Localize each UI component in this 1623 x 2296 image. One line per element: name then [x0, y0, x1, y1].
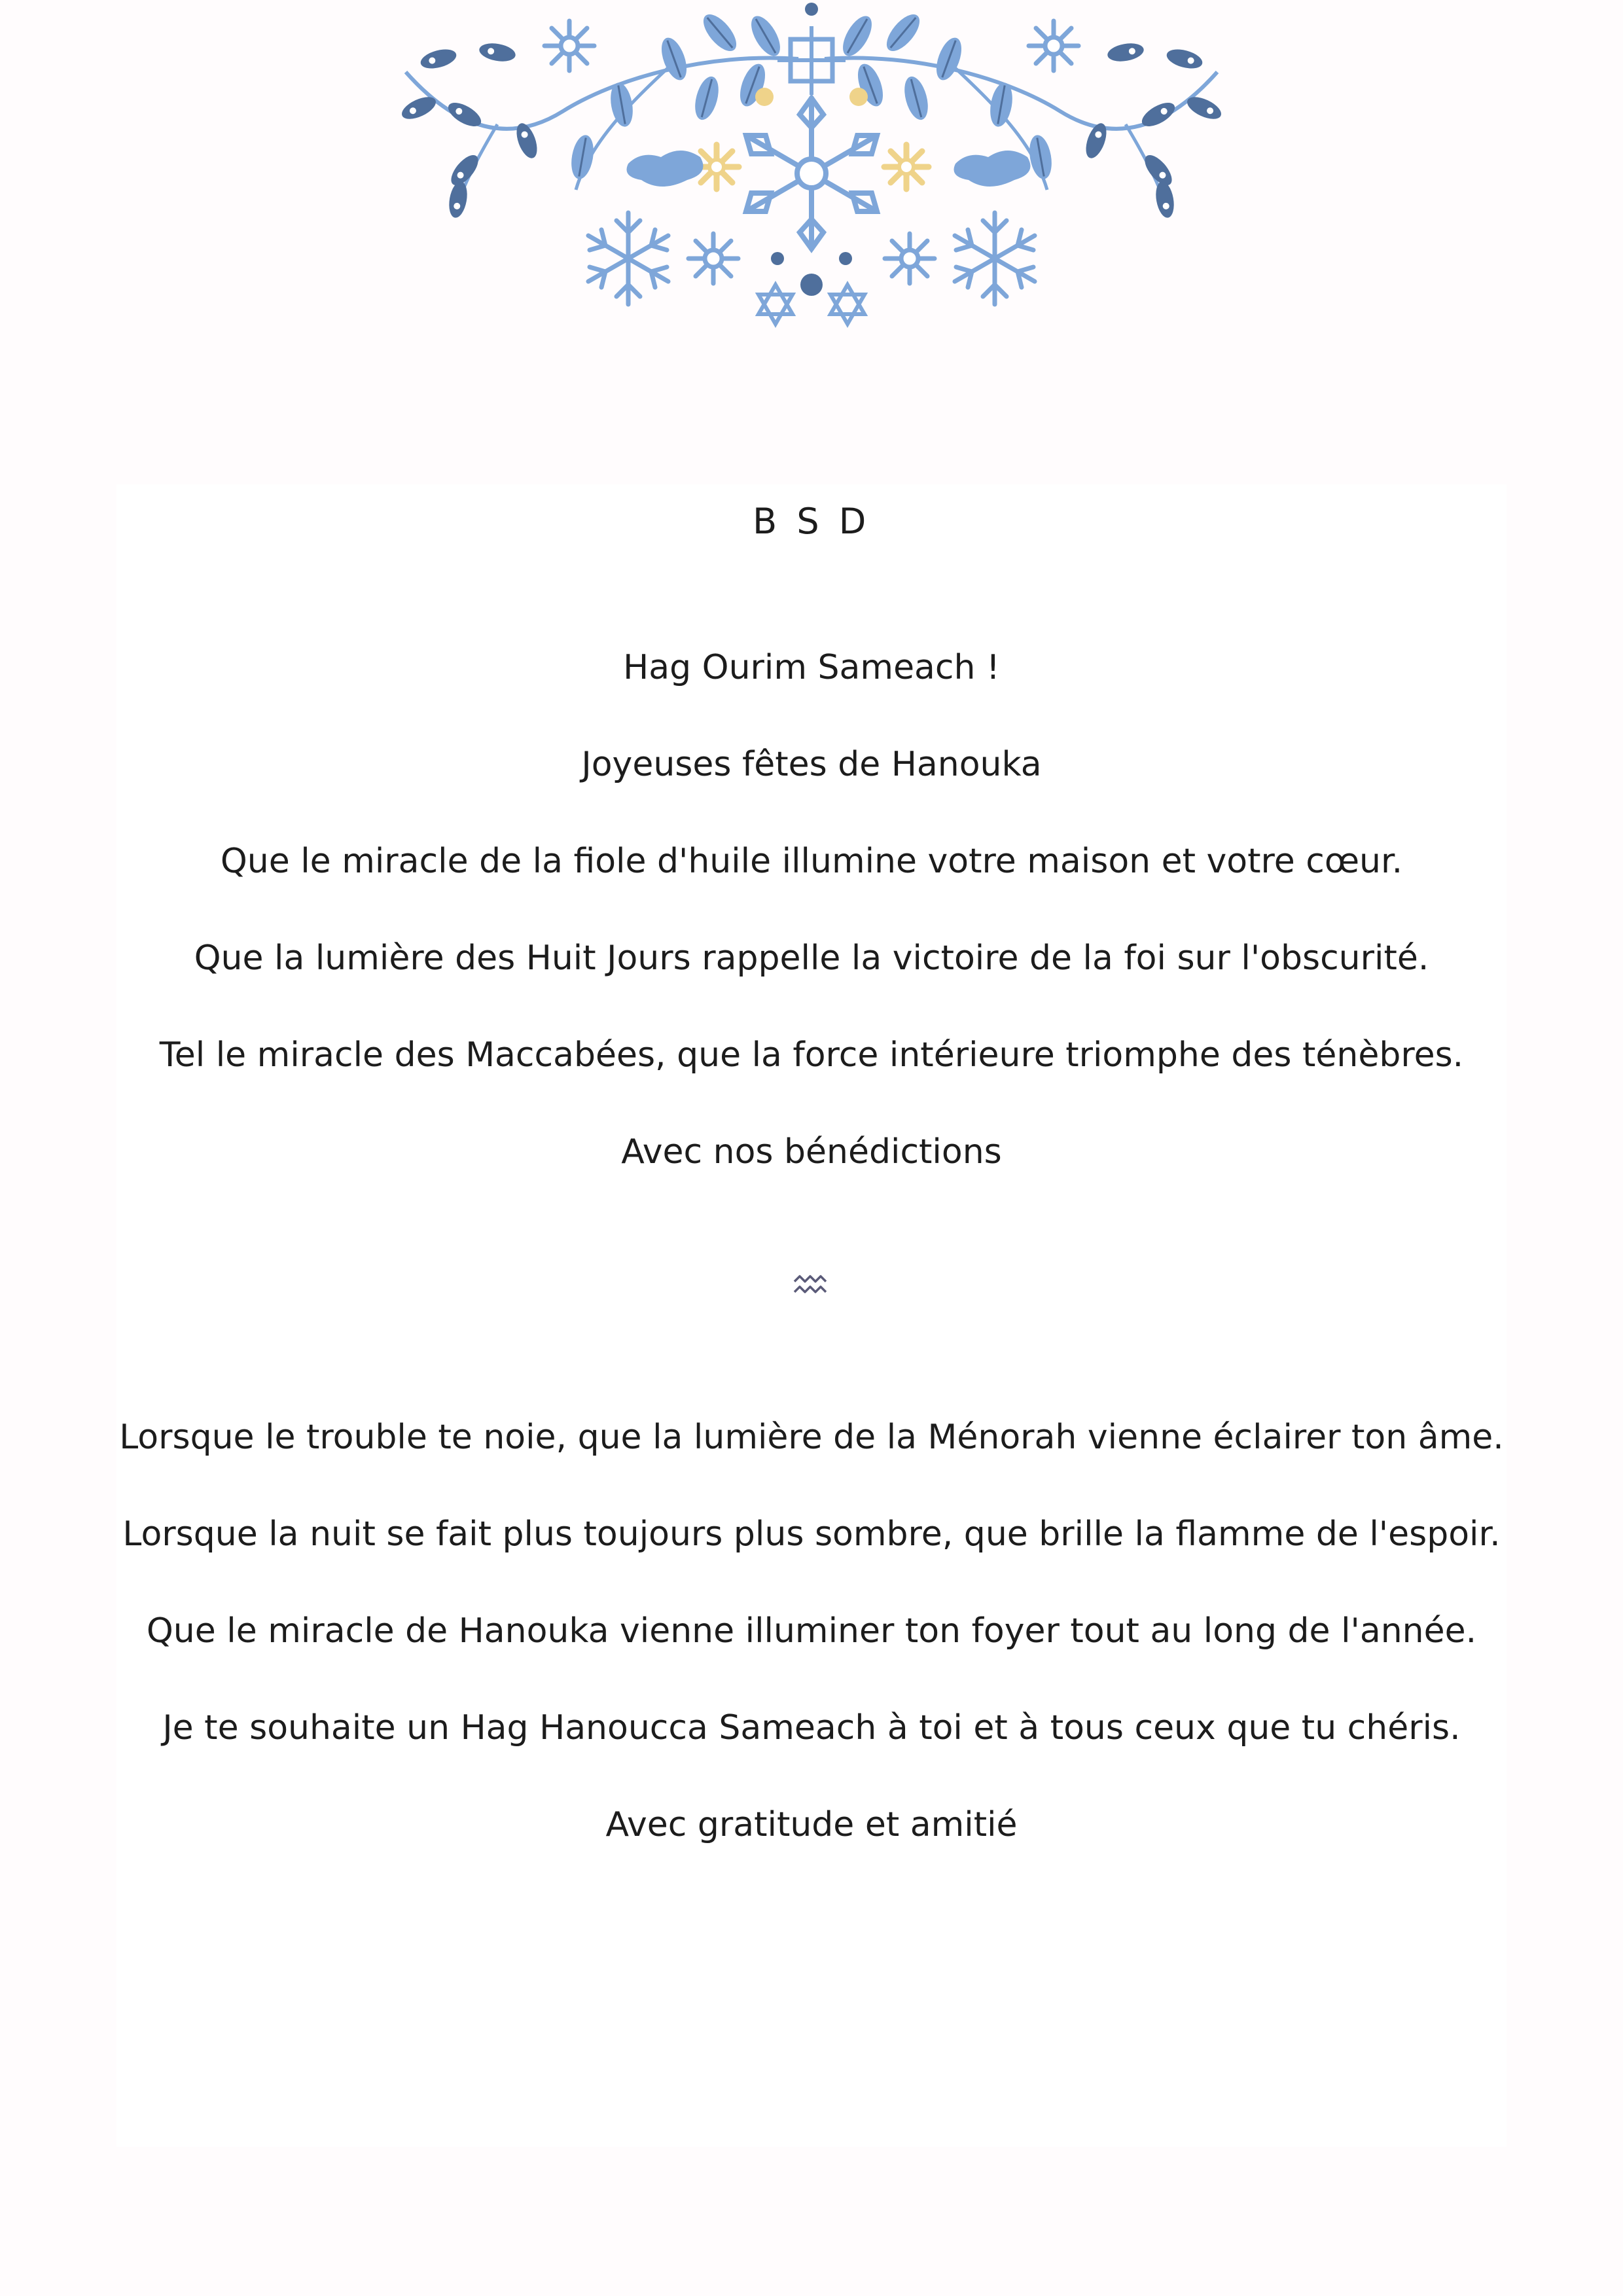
greeting-line: Joyeuses fêtes de Hanouka — [581, 745, 1042, 784]
wish-signoff: Avec gratitude et amitié — [605, 1805, 1018, 1844]
wave-divider-icon — [792, 1272, 831, 1301]
bsd-heading: B S D — [753, 501, 870, 542]
wish-line: Je te souhaite un Hag Hanoucca Sameach à toi et à tous ceux que tu chéris. — [162, 1708, 1461, 1748]
greeting-line: Que le miracle de la fiole d'huile illumine votre maison et votre cœur. — [220, 842, 1403, 881]
greeting-line: Hag Ourim Sameach ! — [623, 648, 1000, 687]
card-panel — [116, 484, 1507, 2147]
greeting-line: Que la lumière des Huit Jours rappelle la victoire de la foi sur l'obscurité. — [194, 939, 1429, 978]
wish-line: Lorsque le trouble te noie, que la lumière de la Ménorah vienne éclairer ton âme. — [119, 1418, 1504, 1457]
floral-snowflake-ornament-icon — [366, 0, 1257, 340]
greeting-signoff: Avec nos bénédictions — [621, 1132, 1002, 1172]
wish-line: Lorsque la nuit se fait plus toujours plus sombre, que brille la flamme de l'espoir. — [122, 1515, 1501, 1554]
greeting-line: Tel le miracle des Maccabées, que la force intérieure triomphe des ténèbres. — [159, 1035, 1464, 1075]
wish-line: Que le miracle de Hanouka vienne illuminer ton foyer tout au long de l'année. — [146, 1611, 1477, 1651]
